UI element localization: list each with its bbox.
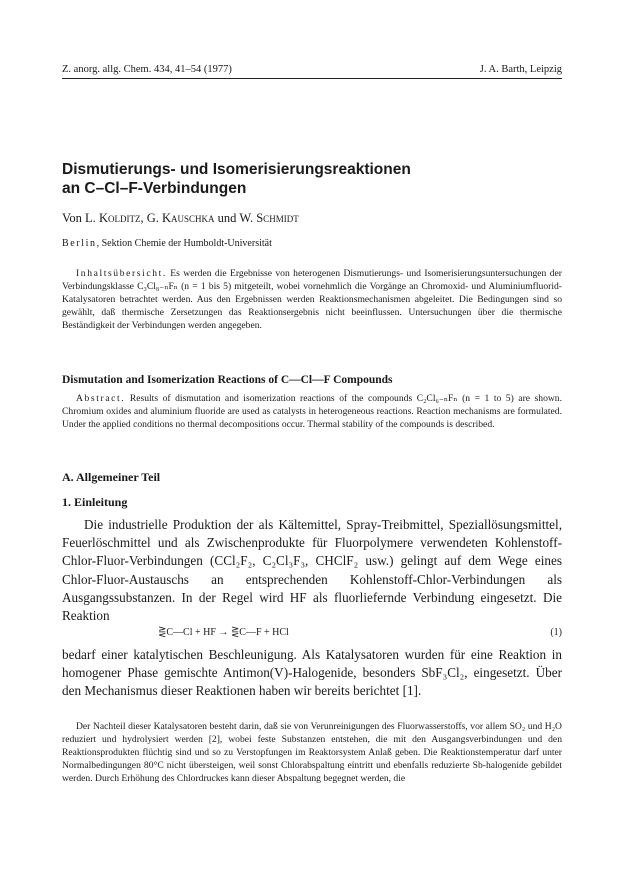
abstract-german: [62, 267, 562, 332]
affiliation-institution: , Sektion Chemie der Humboldt-Universität: [96, 238, 272, 249]
title-line-1: Dismutierungs- und Isomerisierungsreaktionen: [62, 161, 411, 178]
equation-text: ⋛C—Cl + HF → ⋛C—F + HCl: [158, 627, 289, 638]
paper-title: [62, 160, 542, 198]
affiliation-city: Berlin: [62, 238, 97, 249]
equation-number: (1): [550, 627, 562, 638]
abstract-english: [62, 392, 562, 431]
body-paragraph-3: Der Nachteil dieser Katalysatoren besteht darin, daß sie von Verunreinigungen des Fluorwasserstoffs, vor allem SO₂ und H₂O reduziert und hydrolysiert werden [2], wobei feste Substanzen entstehen, die mit den Ausgangsverbindungen und den Reaktionsprodukten flüchtig sind und so zu Verstopfungen im Reaktorsystem Anlaß geben. Die Reaktionstemperatur darf unter Normalbedingungen 80°C nicht übersteigen, weil sonst Chlorabspaltung eintritt und ebenfalls reduzierte Sb-halogenide gebildet werden. Durch Erhöhung des Chlordruckes kann dieser Abspaltung begegnet werden, die: [62, 721, 562, 784]
author-separator: und W.: [214, 211, 257, 225]
author-kolditz: Kolditz: [98, 211, 141, 225]
abstract-english-text: Results of dismutation and isomerization reactions of the compounds C₂Cl₆₋ₙFₙ (n = 1 to 5) are shown. Chromium oxides and aluminium fluoride are used as catalysts in heterogeneous reactions. Reaction mechanisms are formulated. Under the applied conditions no thermal decompositions occur. Thermal stability of the compounds is described.: [62, 393, 562, 430]
author-separator: , G.: [140, 211, 162, 225]
author-schmidt: Schmidt: [256, 211, 299, 225]
author-list: [62, 211, 299, 226]
section-heading-a: A. Allgemeiner Teil: [62, 470, 161, 484]
english-title: Dismutation and Isomerization Reactions of C—Cl—F Compounds: [62, 374, 393, 386]
publisher: J. A. Barth, Leipzig: [479, 64, 562, 75]
body-paragraph-1: Die industrielle Produktion der als Kältemittel, Spray-Treibmittel, Speziallösungsmittel, Feuerlöschmittel und als Zwischenprodukte für Fluorpolymere verwendeten Kohlenstoff-Chlor-Fluor-Verbindungen (CCl₂F₂, C₂Cl₃F₃, CHClF₂ usw.) gelingt auf dem Wege eines Chlor-Fluor-Austauschs an entsprechenden Kohlenstoff-Chlor-Verbindungen als Ausgangssubstanzen. In der Regel wird HF als fluorliefernde Verbindung eingesetzt. Die Reaktion: [62, 517, 562, 624]
body-paragraph-2: bedarf einer katalytischen Beschleunigung. Als Katalysatoren wurden für eine Reaktion in homogener Phase gemischte Antimon(V)-Halogenide, besonders SbF₃Cl₂, eingesetzt. Über den Mechanismus dieser Reaktionen haben wir bereits berichtet [1].: [62, 647, 562, 699]
author-kauschka: Kauschka: [162, 211, 215, 225]
affiliation: [62, 238, 272, 249]
abstract-german-label: Inhaltsübersicht.: [76, 268, 167, 279]
title-line-2: an C–Cl–F-Verbindungen: [62, 180, 247, 197]
journal-header: [62, 64, 562, 79]
author-prefix: Von L.: [62, 211, 99, 225]
journal-citation: Z. anorg. allg. Chem. 434, 41–54 (1977): [62, 64, 232, 75]
section-heading-1: 1. Einleitung: [62, 495, 128, 509]
abstract-english-label: Abstract.: [76, 393, 126, 404]
abstract-german-text: Es werden die Ergebnisse von heterogenen Dismutierungs- und Isomerisierungsuntersuchungen der Verbindungsklasse C₃Cl₈₋ₙFₙ (n = 1 bis 5) mitgeteilt, wobei vornehmlich die Vorgänge an Chromoxid- und Aluminiumfluorid-Katalysatoren betrachtet werden. Aus den Ergebnissen werden Reaktionsmechanismen abgeleitet. Die Bedingungen sind so gewählt, daß thermische Zersetzungen das Reaktionsergebnis nicht beeinflussen. Untersuchungen über die thermische Beständigkeit der Verbindungen werden angegeben.: [62, 268, 562, 331]
equation-1: [62, 627, 562, 641]
